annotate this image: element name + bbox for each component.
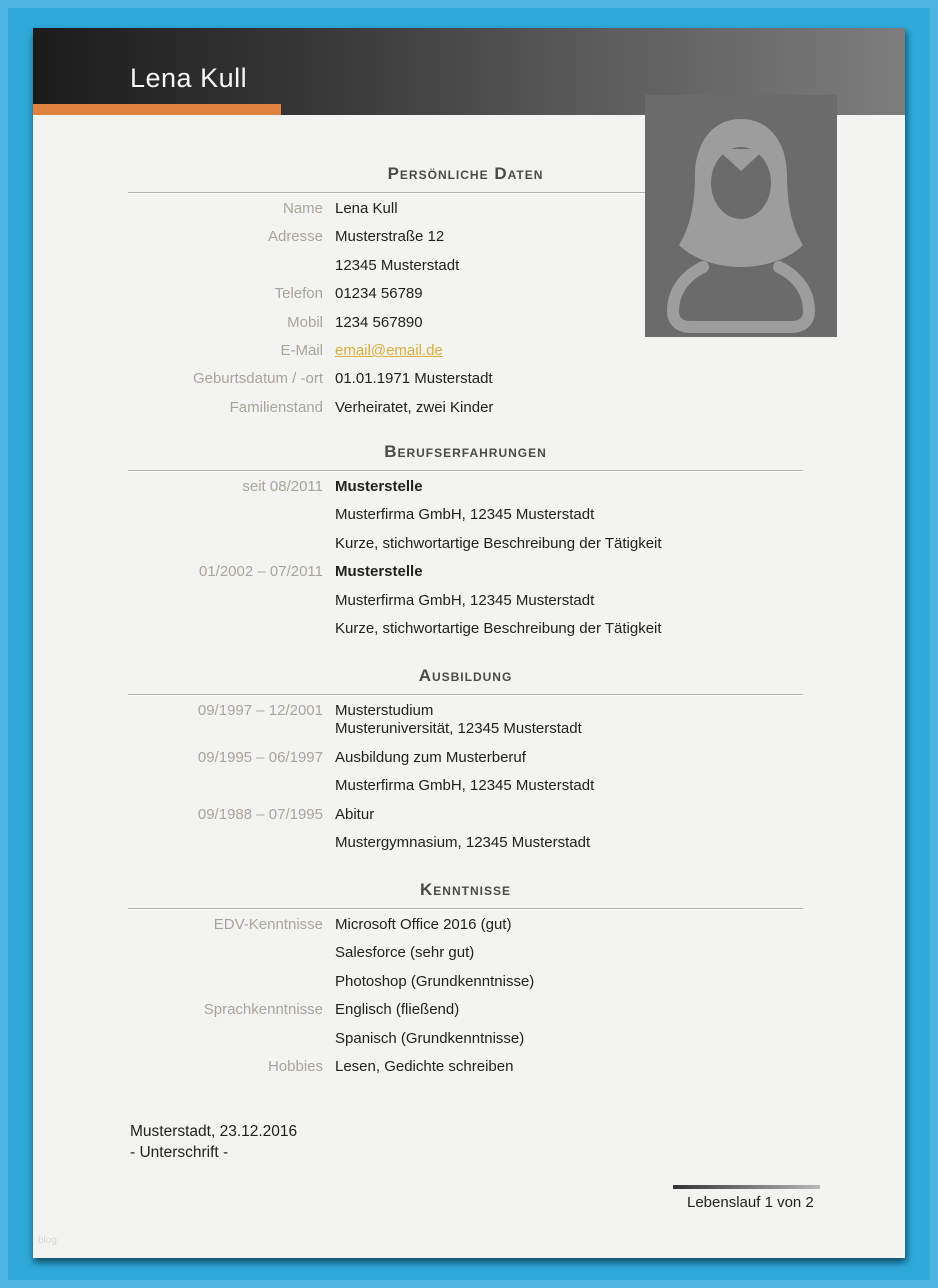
field-label	[128, 501, 323, 529]
table-row	[128, 530, 803, 558]
section-education	[128, 666, 803, 857]
field-label	[128, 615, 323, 643]
field-value: Musterstudium	[335, 702, 434, 719]
field-value: 12345 Musterstadt	[335, 256, 460, 274]
table-row	[128, 829, 803, 857]
field-value: Microsoft Office 2016 (gut)	[335, 916, 512, 933]
field-value: Musterfirma GmbH, 12345 Musterstadt	[335, 506, 595, 524]
table-row	[128, 939, 803, 967]
field-value: Musterstraße 12	[335, 228, 445, 246]
field-label	[128, 939, 323, 967]
field-value: 1234 567890	[335, 313, 423, 331]
field-label	[128, 530, 323, 558]
field-value: Lena Kull	[335, 200, 398, 217]
field-label: Adresse	[267, 228, 323, 246]
field-value: 01.01.1971 Musterstadt	[335, 370, 493, 388]
field-label: 09/1988 – 07/1995	[197, 805, 323, 823]
table-row	[128, 801, 803, 829]
field-value: Musteruniversität, 12345 Musterstadt	[335, 720, 582, 738]
section-work	[128, 442, 803, 643]
field-label: Name	[282, 200, 323, 217]
field-value: Abitur	[335, 805, 375, 823]
field-value: Spanisch (Grundkenntnisse)	[335, 1029, 525, 1047]
field-label: 01/2002 – 07/2011	[198, 563, 323, 581]
field-value: Kurze, stichwortartige Beschreibung der Tätigkeit	[335, 534, 662, 552]
field-label: seit 08/2011	[242, 478, 323, 495]
field-value: Photoshop (Grundkenntnisse)	[335, 972, 535, 990]
table-row	[128, 587, 803, 615]
table-row	[128, 558, 803, 586]
field-value: Musterfirma GmbH, 12345 Musterstadt	[335, 591, 595, 609]
field-label: Geburtsdatum / -ort	[192, 370, 323, 388]
table-row	[128, 394, 803, 422]
field-label	[128, 252, 323, 280]
table-row	[128, 996, 803, 1024]
field-value: Ausbildung zum Musterberuf	[335, 748, 526, 766]
field-label: Sprachkenntnisse	[203, 1001, 323, 1019]
table-row	[128, 337, 803, 365]
field-label	[128, 587, 323, 615]
table-row	[128, 365, 803, 393]
signature-place-date: Musterstadt, 23.12.2016	[130, 1123, 298, 1140]
field-label	[128, 829, 323, 857]
table-row	[128, 615, 803, 643]
field-label: Hobbies	[267, 1058, 323, 1076]
field-label: Mobil	[287, 313, 323, 331]
field-value: Mustergymnasium, 12345 Musterstadt	[335, 834, 591, 852]
field-label: Telefon	[274, 285, 323, 303]
table-row	[128, 772, 803, 800]
field-value: Lesen, Gedichte schreiben	[335, 1058, 514, 1076]
table-row	[128, 968, 803, 996]
footer-rule	[673, 1185, 820, 1189]
field-label	[128, 1025, 323, 1053]
field-label: E-Mail	[280, 342, 323, 360]
accent-bar	[33, 104, 281, 115]
table-row	[128, 1053, 803, 1081]
field-value: Verheiratet, zwei Kinder	[335, 398, 494, 416]
field-label	[128, 715, 323, 743]
page-number: Lebenslauf 1 von 2	[687, 1194, 814, 1211]
section-title: Persönliche Daten	[387, 164, 544, 183]
signature-block	[130, 1121, 297, 1163]
table-row	[128, 911, 803, 939]
person-silhouette-icon	[645, 93, 837, 340]
table-row	[128, 501, 803, 529]
signature-line: - Unterschrift -	[130, 1144, 229, 1161]
field-value: Kurze, stichwortartige Beschreibung der Tätigkeit	[335, 620, 662, 638]
field-value: Musterstelle	[335, 478, 423, 495]
field-value: Salesforce (sehr gut)	[335, 944, 475, 962]
field-label	[128, 772, 323, 800]
section-skills	[128, 880, 803, 1081]
page-title: Lena Kull	[130, 63, 248, 93]
resume-page	[33, 28, 905, 1258]
watermark: blog	[38, 1235, 57, 1246]
email-link[interactable]: email@email.de	[335, 342, 443, 360]
field-label: Familienstand	[229, 398, 323, 416]
table-row	[128, 473, 803, 501]
photo-placeholder	[645, 95, 837, 337]
field-label: EDV-Kenntnisse	[213, 916, 323, 933]
education-rows	[128, 696, 803, 857]
work-rows	[128, 472, 803, 643]
field-label: 09/1995 – 06/1997	[197, 748, 323, 766]
table-row	[128, 744, 803, 772]
section-title: Ausbildung	[418, 666, 513, 685]
table-row	[128, 1025, 803, 1053]
field-value: Englisch (fließend)	[335, 1001, 460, 1019]
section-title: Kenntnisse	[420, 880, 511, 899]
field-value: Musterfirma GmbH, 12345 Musterstadt	[335, 777, 595, 795]
field-label	[128, 968, 323, 996]
table-row	[128, 715, 803, 743]
section-title: Berufserfahrungen	[384, 442, 547, 461]
field-value: Musterstelle	[335, 563, 423, 581]
field-label: 09/1997 – 12/2001	[197, 702, 323, 719]
field-value: 01234 56789	[335, 285, 423, 303]
skills-rows	[128, 910, 803, 1081]
